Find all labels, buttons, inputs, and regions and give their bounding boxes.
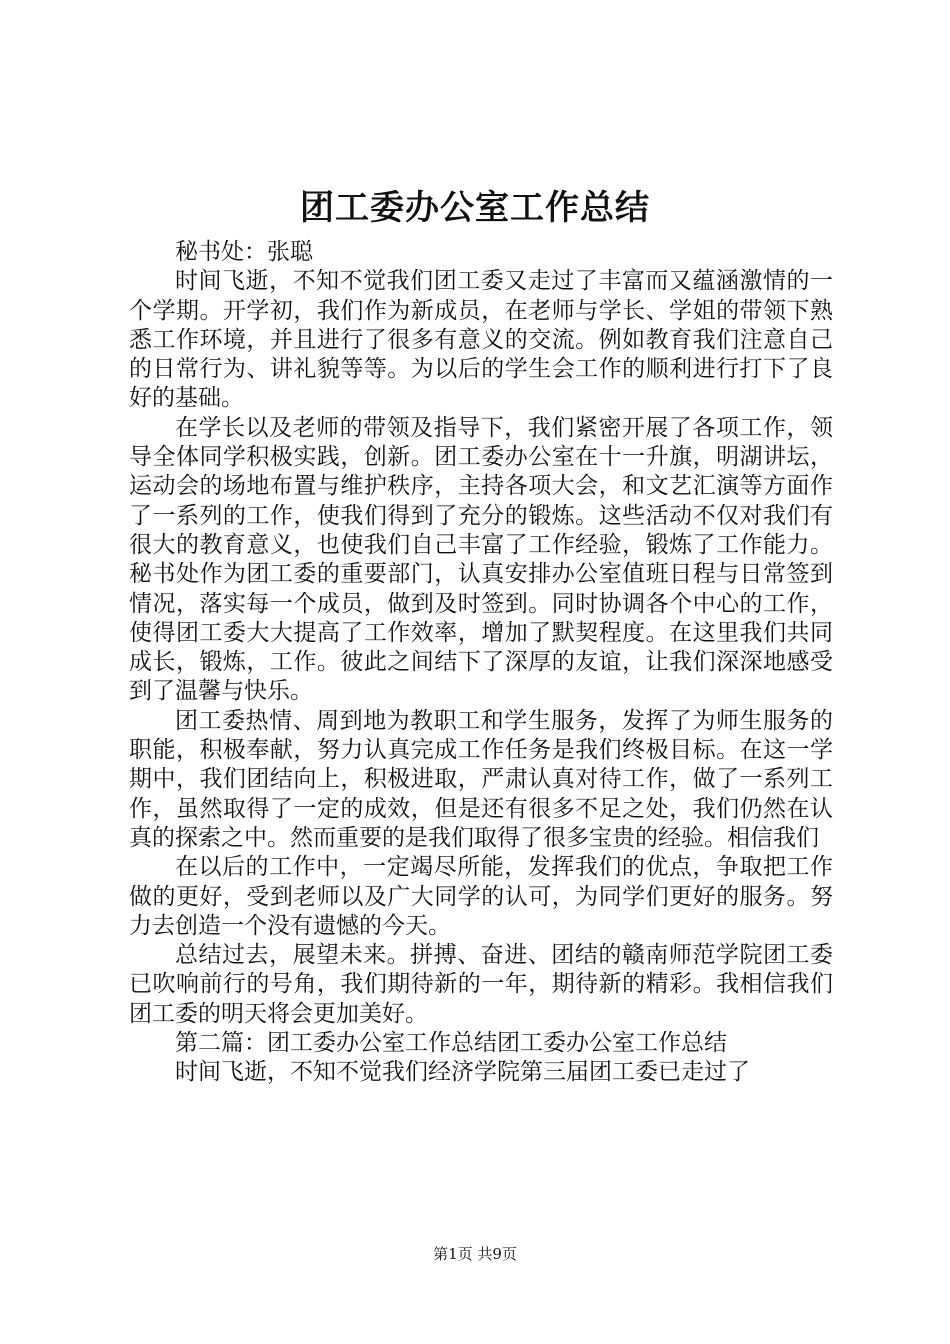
paragraph: 总结过去，展望未来。拼搏、奋进、团结的赣南师范学院团工委已吹响前行的号角，我们期待新的一年，期待新的精彩。我相信我们团工委的明天将会更加美好。 — [129, 942, 833, 1027]
paragraph: 时间飞逝，不知不觉我们经济学院第三届团工委已走过了 — [175, 1059, 750, 1086]
paragraph: 团工委热情、周到地为教职工和学生服务，发挥了为师生服务的职能，积极奉献，努力认真完成工作任务是我们终极目标。在这一学期中，我们团结向上，积极进取，严肃认真对待工作，做了一系列工作，虽然取得了一定的成效，但是还有很多不足之处，我们仍然在认真的探索之中。然而重要的是我们取得了很多宝贵的经验。相信我们 — [129, 707, 833, 851]
document-title: 团工委办公室工作总结 — [300, 188, 650, 228]
paragraph: 时间飞逝，不知不觉我们团工委又走过了丰富而又蕴涵激情的一个学期。开学初，我们作为新成员，在老师与学长、学姐的带领下熟悉工作环境，并且进行了很多有意义的交流。例如教育我们注意自己的日常行为、讲礼貌等等。为以后的学生会工作的顺利进行打下了良好的基础。 — [129, 268, 833, 412]
document-body — [129, 238, 833, 1088]
paragraph: 在学长以及老师的带领及指导下，我们紧密开展了各项工作，领导全体同学积极实践，创新。团工委办公室在十一升旗，明湖讲坛，运动会的场地布置与维护秩序，主持各项大会，和文艺汇演等方面作了一系列的工作，使我们得到了充分的锻炼。这些活动不仅对我们有很大的教育意义，也使我们自己丰富了工作经验，锻炼了工作能力。秘书处作为团工委的重要部门，认真安排办公室值班日程与日常签到情况，落实每一个成员，做到及时签到。同时协调各个中心的工作，使得团工委大大提高了工作效率，增加了默契程度。在这里我们共同成长，锻炼，工作。彼此之间结下了深厚的友谊，让我们深深地感受到了温馨与快乐。 — [129, 414, 833, 705]
paragraph: 在以后的工作中，一定竭尽所能，发挥我们的优点，争取把工作做的更好，受到老师以及广大同学的认可，为同学们更好的服务。努力去创造一个没有遗憾的今天。 — [129, 854, 833, 939]
section-heading: 第二篇：团工委办公室工作总结团工委办公室工作总结 — [175, 1030, 727, 1057]
page-footer: 第1页 共9页 — [433, 1245, 517, 1263]
author-line: 秘书处：张聪 — [175, 239, 313, 265]
